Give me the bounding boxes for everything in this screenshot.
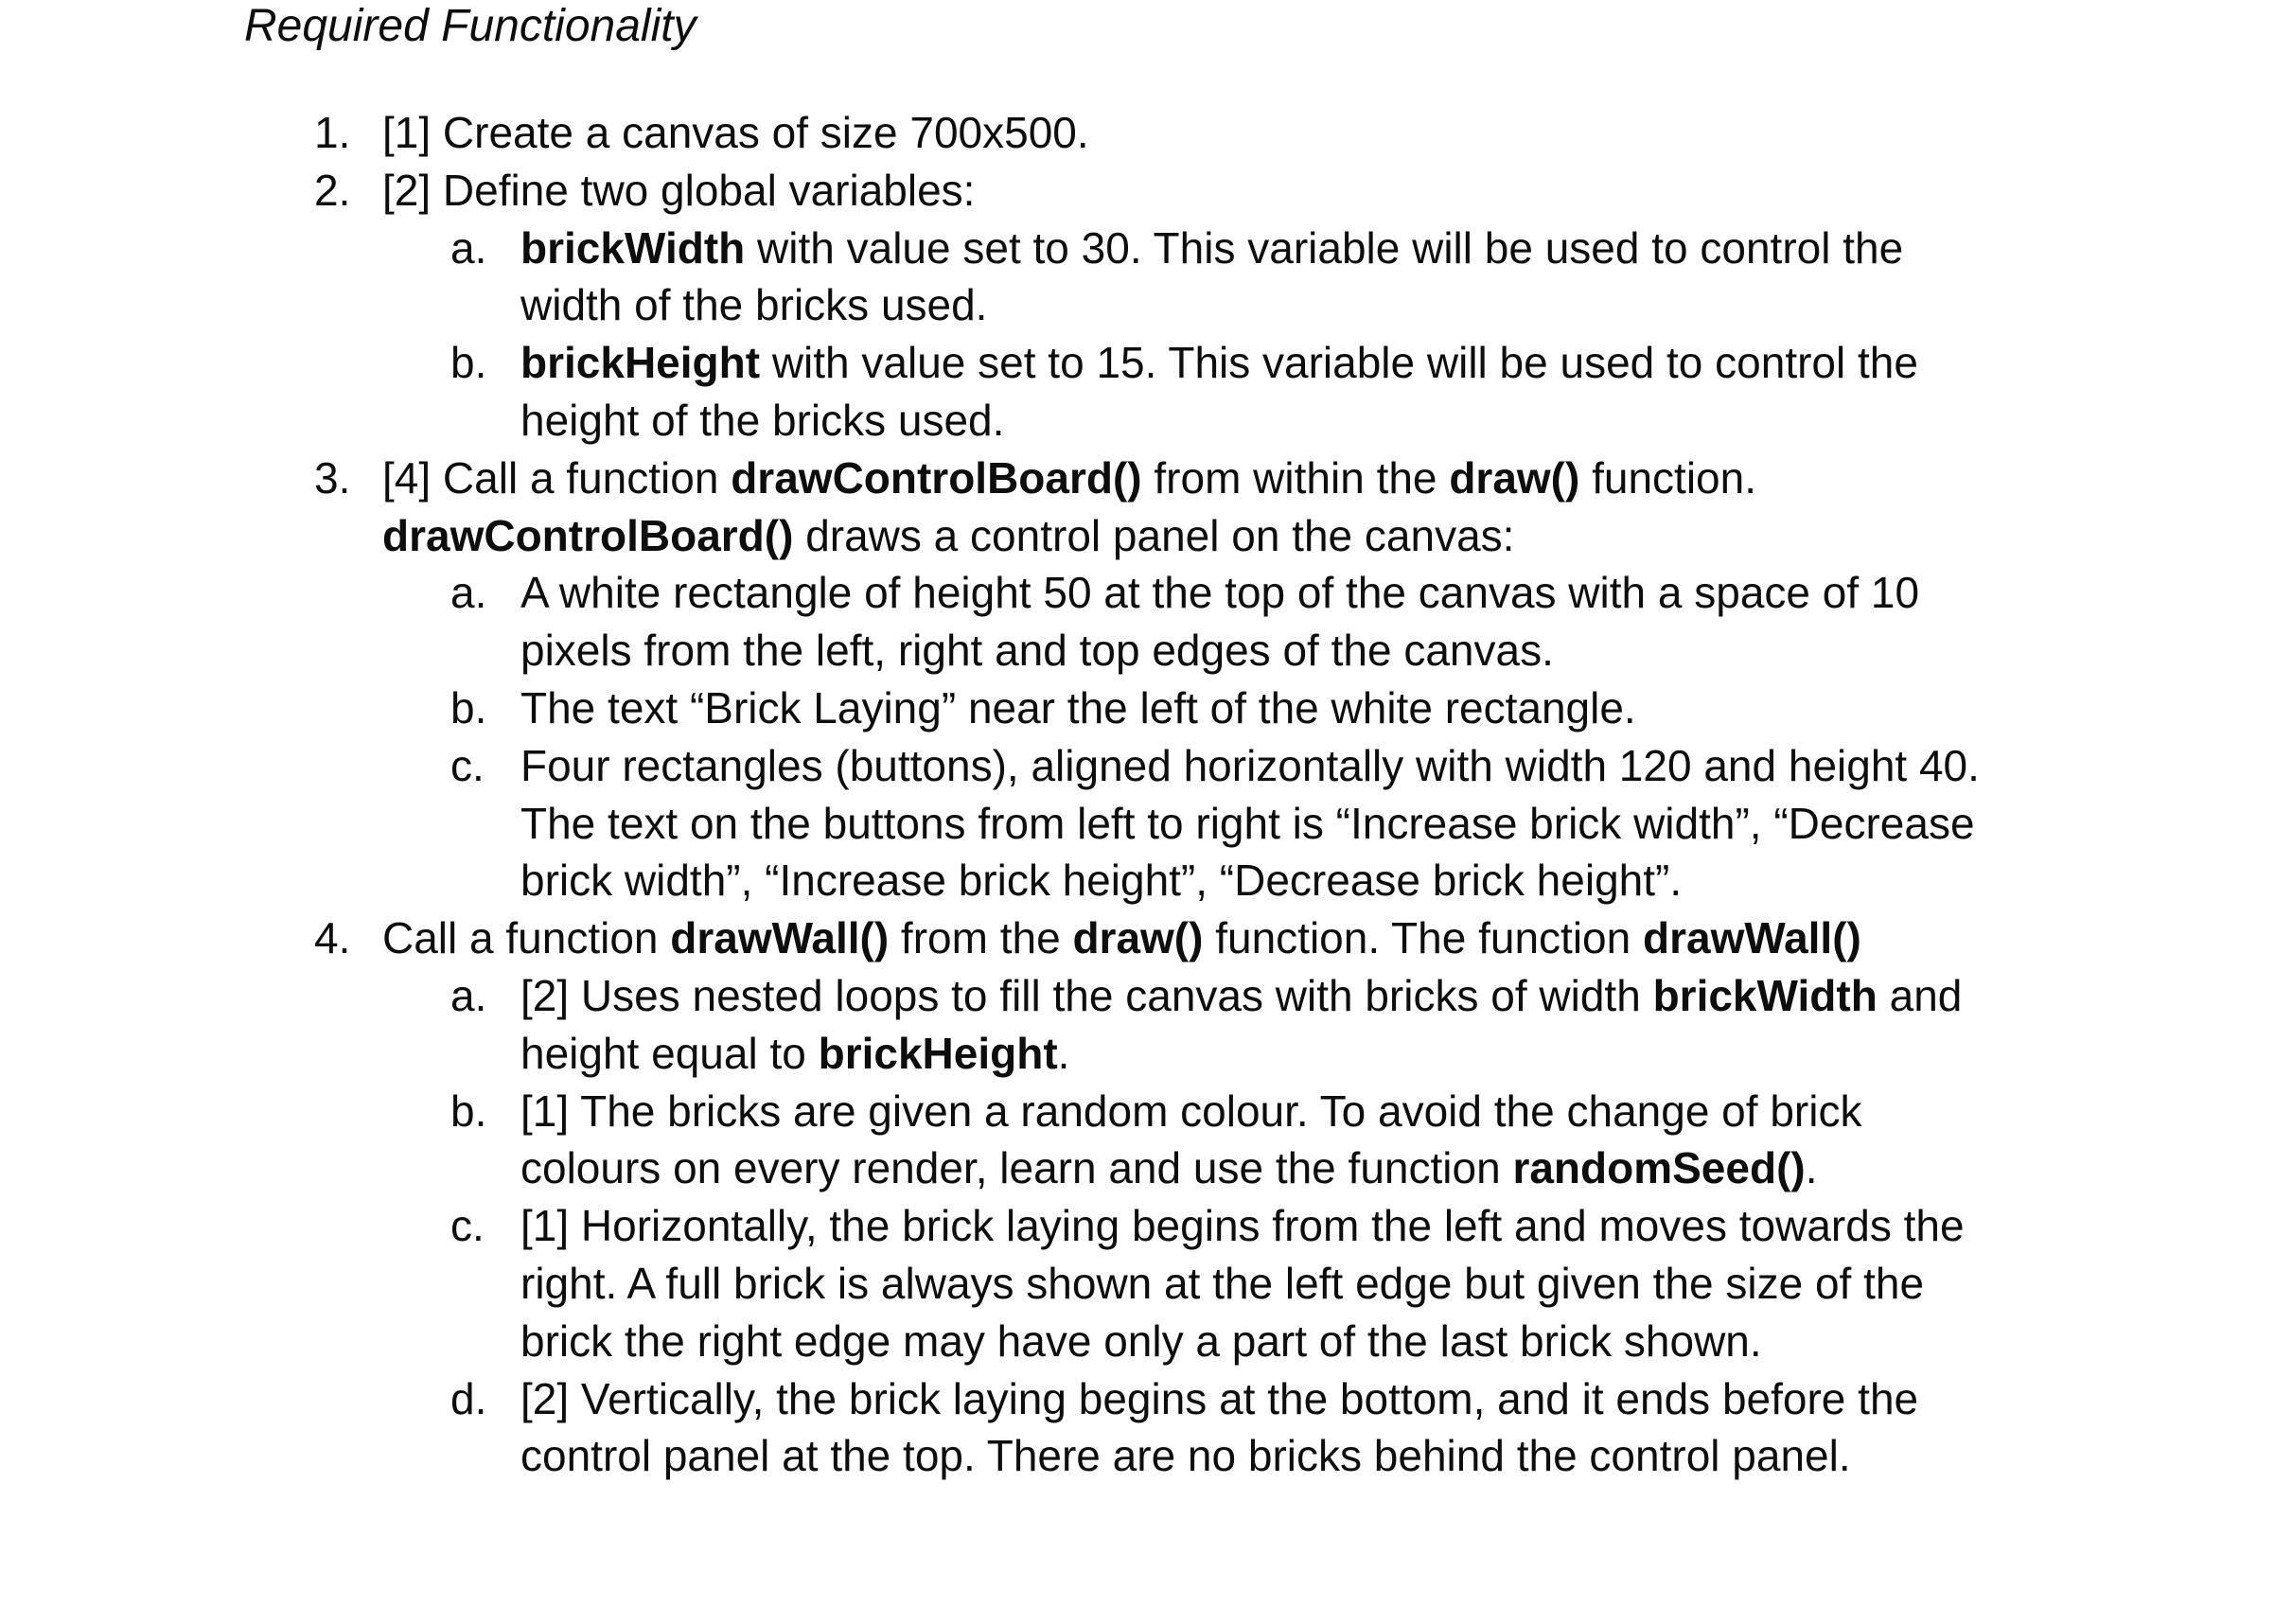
text-run: .: [1805, 1143, 1818, 1193]
code-identifier: drawWall(): [670, 913, 890, 963]
code-identifier: randomSeed(): [1512, 1143, 1806, 1193]
text-run: and: [1877, 971, 1963, 1020]
sublist-item-line: [520, 1197, 1965, 1254]
sublist-item-line: [520, 680, 1636, 736]
text-run: [2] Define two global variables:: [382, 165, 976, 215]
text-run: with value set to 30. This variable will be used to control the: [745, 222, 1904, 273]
text-run: brick the right edge may have only a part of the last brick shown.: [520, 1315, 1762, 1366]
list-item-line: [382, 104, 1089, 161]
text-run: Four rectangles (buttons), aligned horizontally with width 120 and height 40.: [520, 740, 1980, 790]
text-run: control panel at the top. There are no bricks behind the control panel.: [520, 1431, 1851, 1481]
text-run: The text on the buttons from left to right is “Increase brick width”, “Decrease: [520, 798, 1975, 848]
text-run: .: [1057, 1028, 1070, 1078]
code-identifier: draw(): [1072, 913, 1204, 963]
sublist-item-line: [520, 1139, 1817, 1196]
text-run: [2] Uses nested loops to fill the canvas with bricks of width: [520, 971, 1653, 1020]
sublist-item-line: [520, 795, 1975, 852]
text-run: pixels from the left, right and top edges of the canvas.: [520, 626, 1554, 676]
sublist-item-line: [520, 220, 1903, 276]
text-run: [2] Vertically, the brick laying begins at the bottom, and it ends before the: [520, 1373, 1919, 1423]
list-number: 4.: [314, 913, 351, 963]
sublist-item-line: [520, 737, 1980, 794]
code-identifier: drawControlBoard(): [382, 510, 794, 560]
text-run: draws a control panel on the canvas:: [793, 510, 1515, 560]
text-run: height equal to: [520, 1028, 819, 1078]
text-run: width of the bricks used.: [520, 280, 988, 330]
text-run: Call a function: [382, 913, 671, 963]
code-identifier: brickWidth: [1652, 971, 1878, 1020]
text-run: function. The function: [1203, 913, 1643, 963]
text-run: right. A full brick is always shown at the left edge but given the size of the: [520, 1259, 1925, 1308]
sublist-letter: c.: [450, 740, 485, 790]
sublist-letter: c.: [450, 1201, 485, 1251]
sublist-item-line: [520, 564, 1919, 621]
text-run: [1] Horizontally, the brick laying begins from the left and moves towards the: [520, 1201, 1965, 1251]
list-item-line: [382, 507, 1514, 564]
section-heading: Required Functionality: [244, 1, 696, 51]
list-number: 2.: [314, 165, 351, 215]
sublist-item-line: [520, 392, 1004, 449]
code-identifier: draw(): [1449, 452, 1580, 503]
sublist-item-line: [520, 1083, 1861, 1139]
text-run: function.: [1579, 452, 1756, 503]
code-identifier: drawWall(): [1643, 913, 1861, 963]
text-run: from within the: [1141, 452, 1450, 503]
sublist-letter: a.: [450, 971, 487, 1020]
sublist-item-line: [520, 967, 1962, 1024]
sublist-item-line: [520, 1370, 1918, 1427]
text-run: with value set to 15. This variable will be used to control the: [760, 338, 1918, 388]
sublist-item-line: [520, 1313, 1762, 1369]
list-item-line: [382, 909, 1861, 966]
text-run: height of the bricks used.: [520, 396, 1005, 445]
code-identifier: brickWidth: [520, 222, 746, 273]
text-run: [1] Create a canvas of size 700x500.: [382, 108, 1089, 157]
sublist-letter: b.: [450, 1086, 487, 1136]
sublist-item-line: [520, 852, 1682, 909]
sublist-letter: d.: [450, 1373, 487, 1423]
list-item-line: [382, 450, 1756, 506]
sublist-item-line: [520, 1025, 1069, 1082]
sublist-item-line: [520, 622, 1554, 679]
list-item-line: [382, 162, 975, 219]
list-number: 3.: [314, 452, 351, 503]
text-run: colours on every render, learn and use the function: [520, 1143, 1513, 1193]
text-run: A white rectangle of height 50 at the top of the canvas with a space of 10: [520, 568, 1920, 618]
sublist-letter: a.: [450, 568, 487, 618]
text-run: [4] Call a function: [382, 452, 732, 503]
code-identifier: drawControlBoard(): [731, 452, 1142, 503]
text-run: [1] The bricks are given a random colour. To avoid the change of brick: [520, 1086, 1862, 1136]
sublist-item-line: [520, 1427, 1851, 1484]
sublist-item-line: [520, 334, 1918, 391]
sublist-letter: b.: [450, 338, 487, 388]
sublist-letter: a.: [450, 222, 487, 273]
sublist-letter: b.: [450, 683, 487, 733]
code-identifier: brickHeight: [818, 1028, 1058, 1078]
text-run: The text “Brick Laying” near the left of the white rectangle.: [520, 683, 1636, 733]
code-identifier: brickHeight: [520, 338, 761, 388]
list-number: 1.: [314, 108, 351, 157]
text-run: from the: [889, 913, 1073, 963]
sublist-item-line: [520, 276, 987, 333]
sublist-item-line: [520, 1255, 1924, 1312]
text-run: brick width”, “Increase brick height”, “Decrease brick height”.: [520, 856, 1683, 906]
